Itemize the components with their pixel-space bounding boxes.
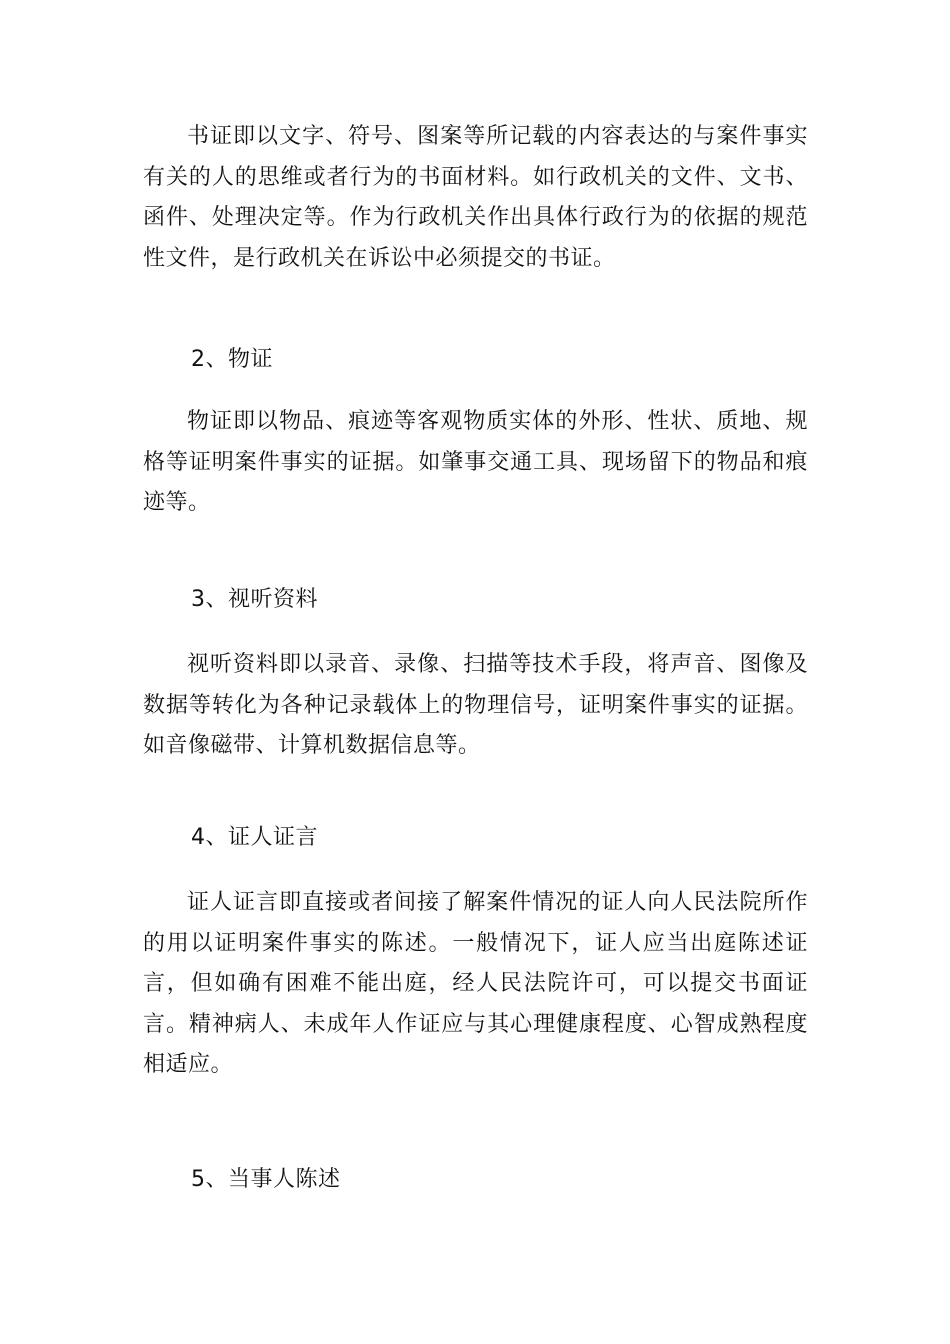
paragraph-audiovisual-materials: 视听资料即以录音、录像、扫描等技术手段，将声音、图像及数据等转化为各种记录载体上的物理信号，证明案件事实的证据。如音像磁带、计算机数据信息等。: [143, 652, 808, 758]
paragraph-physical-evidence: 物证即以物品、痕迹等客观物质实体的外形、性状、质地、规格等证明案件事实的证据。如肇事交通工具、现场留下的物品和痕迹等。: [143, 409, 808, 515]
heading-physical-evidence: 2、物证: [191, 347, 273, 372]
paragraph-witness-testimony: 证人证言即直接或者间接了解案件情况的证人向人民法院所作的用以证明案件事实的陈述。一般情况下，证人应当出庭陈述证言，但如确有困难不能出庭，经人民法院许可，可以提交书面证言。精神病人、未成年人作证应与其心理健康程度、心智成熟程度相适应。: [143, 890, 808, 1077]
heading-witness-testimony: 4、证人证言: [191, 825, 318, 850]
heading-audiovisual-materials: 3、视听资料: [191, 587, 318, 612]
heading-party-statement: 5、当事人陈述: [191, 1167, 341, 1192]
paragraph-documentary-evidence: 书证即以文字、符号、图案等所记载的内容表达的与案件事实有关的人的思维或者行为的书面材料。如行政机关的文件、文书、函件、处理决定等。作为行政机关作出具体行政行为的依据的规范性文件，是行政机关在诉讼中必须提交的书证。: [143, 124, 808, 271]
